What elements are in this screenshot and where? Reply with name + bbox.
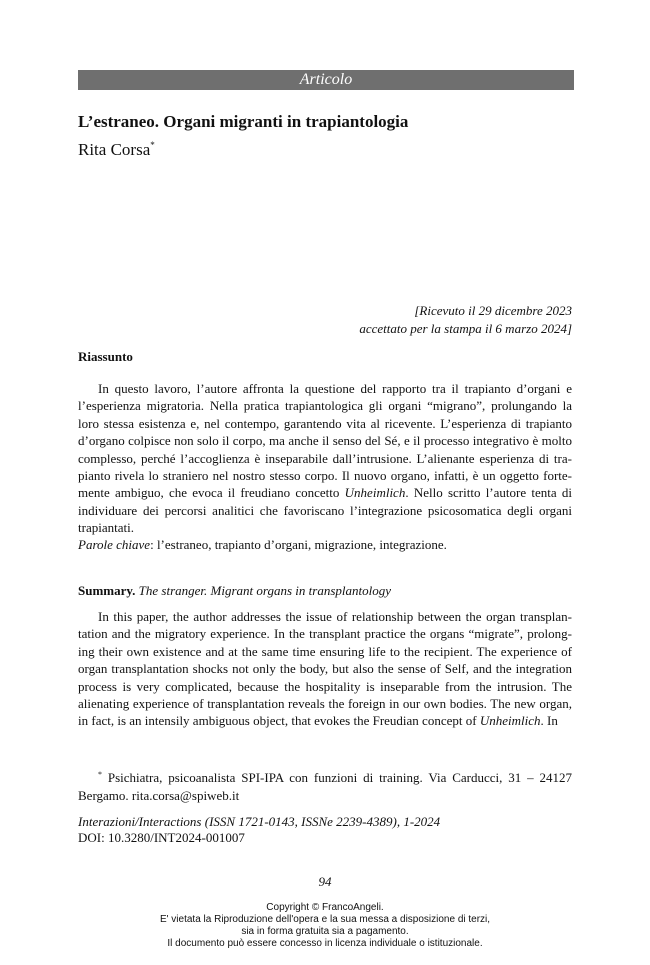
summary-text: In this paper, the author addresses the issue of relationship between the organ transplantation and the migratory experience. In the transplant practice the organs “migrate”, prolonging their own existence and at the same time ensuring life to the recipient. The experience of organ transplantation shocks not only the body, but also the sense of Self, and the integration process is very complicated, because the hospitality is inseparable from the intrusion. The alienating experience of transplantation reveals the foreign in our own bodies. The new organ, in fact, is an intensily ambiguous object, that evokes the Freudian concept of xyxy=(78,609,572,729)
article-title: L’estraneo. Organi migranti in trapiantologia xyxy=(78,112,409,131)
footnote-text: Psichiatra, psicoanalista SPI-IPA con funzioni di training. Via Carducci, 31 – 24127 Bergamo. rita.corsa@spiweb.it xyxy=(78,770,573,803)
copyright-line: sia in forma gratuita sia a pagamento. xyxy=(241,926,409,937)
journal-citation: Interazioni/Interactions (ISSN 1721-0143, ISSNe 2239-4389), 1-2024 xyxy=(78,814,441,829)
page-number: 94 xyxy=(318,874,332,889)
riassunto-text-end: . Nello scritto l’autore tenta di individuare dei percorsi analitici che favoriscano l’integrazione psicosomatica degli organi trapiantati. xyxy=(78,485,572,536)
keywords-label: Parole chiave xyxy=(78,537,151,552)
summary-title-en: The stranger. Migrant organs in transplantology xyxy=(138,583,391,598)
accepted-line: accettato per la stampa il 6 marzo 2024] xyxy=(359,321,572,336)
received-line: [Ricevuto il 29 dicembre 2023 xyxy=(414,303,572,318)
riassunto-emphasis: Unheimlich xyxy=(344,485,406,501)
author-name: Rita Corsa xyxy=(78,140,151,159)
copyright-notice xyxy=(0,902,650,950)
summary-text-end: . In xyxy=(540,713,558,729)
summary-label: Summary. xyxy=(78,583,136,598)
keywords-text: : l’estraneo, trapianto d’organi, migrazione, integrazione. xyxy=(150,537,447,552)
copyright-line: Copyright © FrancoAngeli. xyxy=(266,902,384,913)
riassunto-heading: Riassunto xyxy=(78,349,133,364)
author-footnote xyxy=(78,766,572,805)
summary-emphasis: Unheimlich xyxy=(479,713,541,729)
received-dates xyxy=(300,302,572,338)
journal-doi: DOI: 10.3280/INT2024-001007 xyxy=(78,830,245,845)
section-banner-label: Articolo xyxy=(299,71,353,88)
footnote-mark: * xyxy=(98,770,102,779)
keywords xyxy=(78,536,572,554)
summary-paragraph xyxy=(78,608,572,730)
summary-heading xyxy=(78,582,572,600)
copyright-line: E' vietata la Riproduzione dell'opera e la sua messa a disposizione di terzi, xyxy=(159,914,491,925)
author-footnote-mark: * xyxy=(150,140,155,150)
copyright-line: Il documento può essere concesso in licenza individuale o istituzionale. xyxy=(167,938,483,949)
riassunto-paragraph xyxy=(78,380,572,537)
section-banner xyxy=(78,70,574,90)
article-author xyxy=(78,134,478,161)
journal-info xyxy=(78,814,572,846)
riassunto-text: In questo lavoro, l’autore affronta la questione del rapporto tra il trapianto d’organi e l’esperienza migratoria. Nella pratica trapiantologica gli organi “migrano”, prolungando la loro stessa esistenza e, nel contempo, garantendo vita al ricevente. L’esperienza di trapianto d’organo colpisce non solo il corpo, ma anche il senso del Sé, e il processo integrativo è molto complesso, perché l’accoglienza è inseparabile dall’intrusione. L’alienante esperienza di trapianto rivela lo straniero nel nostro stesso corpo. Il nuovo organo, infatti, è un oggetto fortemente ambiguo, che evoca il freudiano concetto xyxy=(78,381,572,501)
